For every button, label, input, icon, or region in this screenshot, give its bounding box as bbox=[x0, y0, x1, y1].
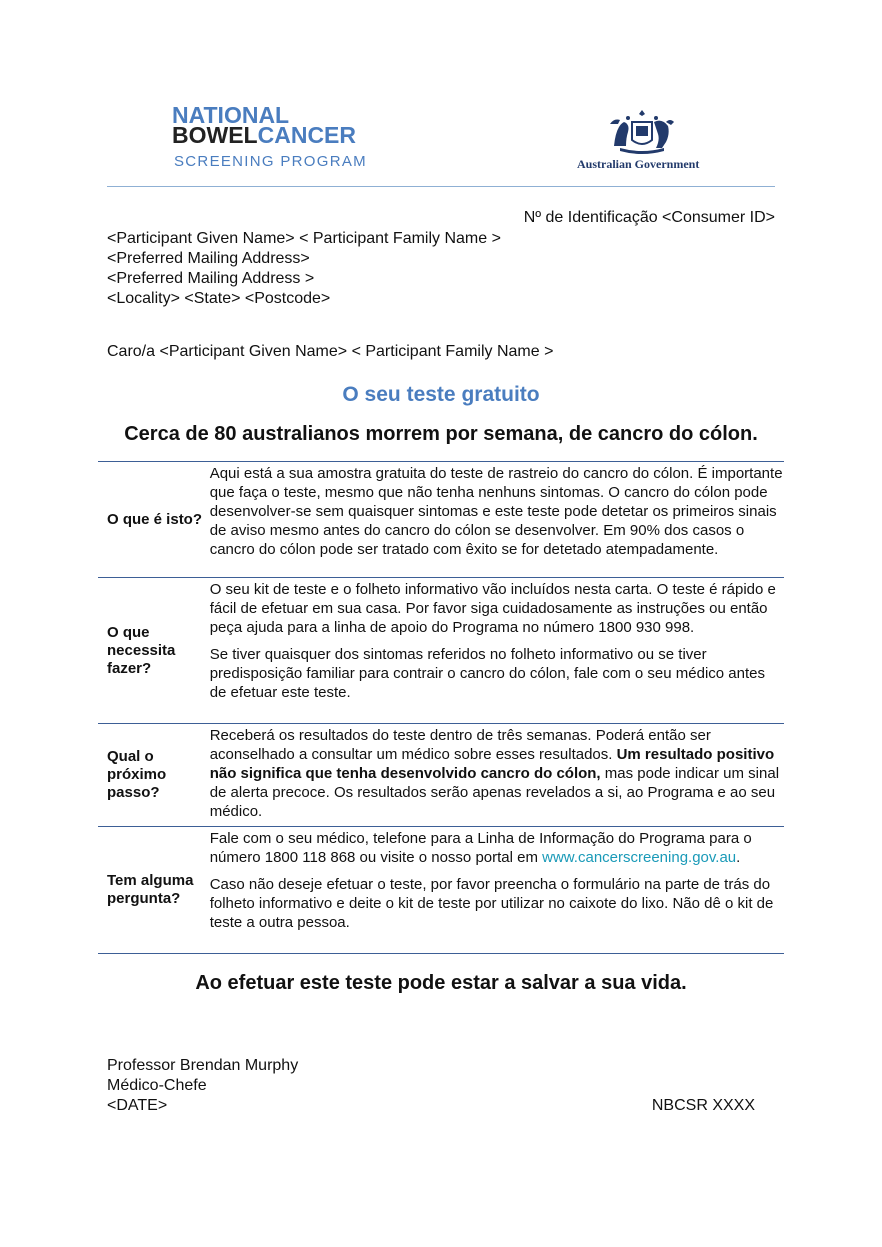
row-body bbox=[208, 462, 784, 577]
closing-statement: Ao efetuar este teste pode estar a salvar a sua vida. bbox=[195, 972, 687, 994]
letter-title: O seu teste gratuito bbox=[342, 383, 540, 406]
letter-date: <DATE> bbox=[107, 1097, 168, 1114]
row-heading: Qual o próximo passo? bbox=[107, 748, 167, 801]
salutation: Caro/a <Participant Given Name> < Participant Family Name > bbox=[107, 343, 554, 360]
address-line: <Locality> <State> <Postcode> bbox=[107, 290, 331, 307]
address-line: <Preferred Mailing Address > bbox=[107, 270, 315, 287]
row-paragraph: Se tiver quaisquer dos sintomas referidos no folheto informativo ou se tiver predisposição familiar para contrair o cancro do cólon, fale com o seu médico antes de efetuar este teste. bbox=[209, 646, 765, 701]
row-body bbox=[208, 827, 784, 953]
program-logo-line3: SCREENING PROGRAM bbox=[174, 153, 367, 170]
row-text: . bbox=[736, 849, 741, 866]
program-logo-line2 bbox=[172, 124, 356, 146]
program-logo-cancer: CANCER bbox=[257, 122, 356, 148]
address-line: <Participant Given Name> < Participant Family Name > bbox=[107, 230, 501, 247]
row-heading: O que é isto? bbox=[107, 510, 203, 528]
row-paragraph: Aqui está a sua amostra gratuita do teste de rastreio do cancro do cólon. É importante que faça o teste, mesmo que não tenha nenhuns sintomas. O cancro do cólon pode desenvolver-se sem quaisquer sintomas e este teste pode detetar os primeiros sinais de aviso mesmo antes do cancro do cólon se desenvolver. Em 90% dos casos o cancro do cólon pode ser tratado com êxito se for detetado atempadamente. bbox=[209, 465, 783, 558]
table-row bbox=[98, 723, 784, 826]
table-row bbox=[98, 461, 784, 577]
row-heading: O que necessita fazer? bbox=[107, 623, 176, 677]
website-link[interactable]: www.cancerscreening.gov.au bbox=[542, 849, 737, 866]
row-text: Fale com o seu médico, telefone para a Linha de Informação do Programa para o número 1800 118 868 ou visite o nosso portal em bbox=[209, 830, 752, 866]
address-block bbox=[107, 229, 501, 309]
consumer-id: Nº de Identificação <Consumer ID> bbox=[523, 209, 775, 226]
letter-subtitle: Cerca de 80 australianos morrem por semana, de cancro do cólon. bbox=[124, 423, 758, 445]
coat-of-arms-icon bbox=[606, 108, 678, 163]
row-text: Receberá os resultados do teste dentro de três semanas. Poderá então ser aconselhado a consultar um médico sobre esses resultados. bbox=[209, 727, 711, 763]
row-paragraph: Caso não deseje efetuar o teste, por favor preencha o formulário na parte de trás do folheto informativo e deite o kit de teste por utilizar no caixote do lixo. Não dê o kit de teste a outra pessoa. bbox=[209, 876, 774, 931]
header-divider bbox=[107, 186, 775, 187]
table-row bbox=[98, 826, 784, 954]
row-paragraph bbox=[210, 829, 784, 867]
signatory-role: Médico-Chefe bbox=[107, 1077, 207, 1094]
table-row bbox=[98, 577, 784, 723]
row-text: mas pode indicar um sinal de alerta precoce. Os resultados serão apenas revelados a si, ao Programa e ao seu médico. bbox=[209, 765, 780, 820]
row-paragraph bbox=[210, 726, 784, 821]
signature-block bbox=[107, 1056, 298, 1116]
program-logo-line1: NATIONAL bbox=[172, 102, 290, 128]
info-table bbox=[98, 461, 784, 954]
signatory-name: Professor Brendan Murphy bbox=[107, 1057, 299, 1074]
row-text-bold: Um resultado positivo não significa que tenha desenvolvido cancro do cólon, bbox=[209, 746, 775, 782]
address-line: <Preferred Mailing Address> bbox=[107, 250, 310, 267]
reference-code: NBCSR XXXX bbox=[651, 1097, 755, 1114]
government-logo-text: Australian Government bbox=[577, 157, 700, 171]
row-heading: Tem alguma pergunta? bbox=[107, 872, 194, 907]
row-body bbox=[208, 578, 784, 723]
row-body bbox=[208, 724, 784, 826]
row-paragraph: O seu kit de teste e o folheto informativo vão incluídos nesta carta. O teste é rápido e fácil de efetuar em sua casa. Por favor siga cuidadosamente as instruções ou então peça ajuda para a linha de apoio do Programa no número 1800 930 998. bbox=[209, 581, 776, 636]
program-logo-bowel: BOWEL bbox=[172, 122, 258, 148]
